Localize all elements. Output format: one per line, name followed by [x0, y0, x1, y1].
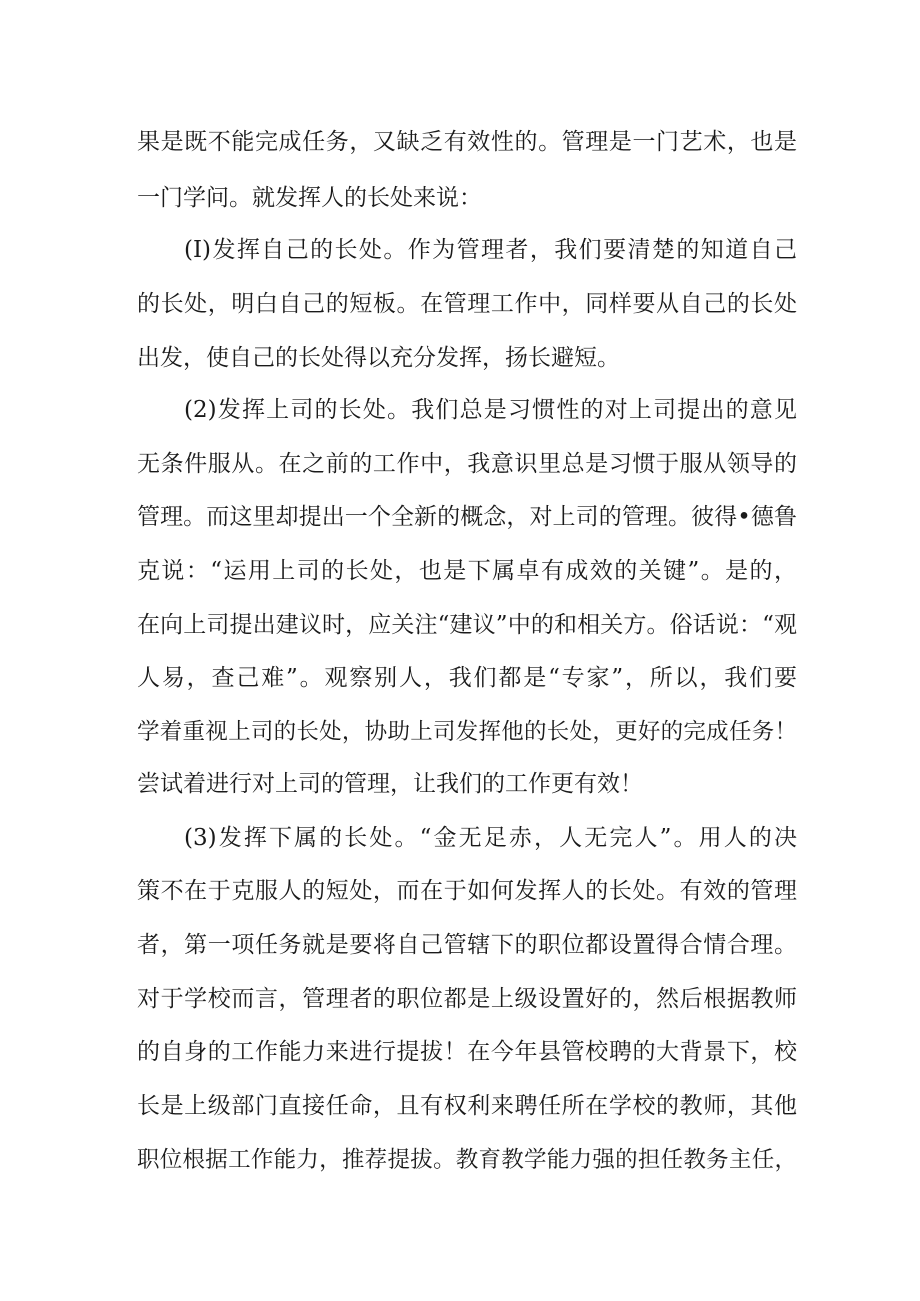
- text-line: 学着重视上司的长处，协助上司发挥他的长处，更好的完成任务！: [137, 719, 797, 745]
- text-line: 长是上级部门直接任命，且有权利来聘任所在学校的教师，其他: [137, 1093, 797, 1119]
- text-line: 在向上司提出建议时，应关注“建议”中的和相关方。俗话说：“观: [137, 612, 797, 638]
- paragraph-3-line: (3)发挥下属的长处。“金无足赤，人无完人”。用人的决: [184, 825, 797, 851]
- text-line: 职位根据工作能力，推荐提拔。教育教学能力强的担任教务主任，: [137, 1147, 797, 1173]
- text-line: 出发，使自己的长处得以充分发挥，扬长避短。: [137, 345, 620, 371]
- text-line: 一门学问。就发挥人的长处来说：: [137, 185, 482, 211]
- text-line: 策不在于克服人的短处，而在于如何发挥人的长处。有效的管理: [137, 878, 797, 904]
- text-line: 者，第一项任务就是要将自己管辖下的职位都设置得合情合理。: [137, 932, 797, 958]
- text-line: 尝试着进行对上司的管理，让我们的工作更有效！: [137, 771, 643, 797]
- paragraph-2-line: (2)发挥上司的长处。我们总是习惯性的对上司提出的意见: [184, 397, 797, 423]
- text-line: 人易，查己难”。观察别人，我们都是“专家”，所以，我们要: [137, 665, 797, 691]
- text-line: 对于学校而言，管理者的职位都是上级设置好的，然后根据教师: [137, 986, 797, 1012]
- text-line: 管理。而这里却提出一个全新的概念，对上司的管理。彼得•德鲁: [137, 504, 797, 530]
- text-line: 的自身的工作能力来进行提拔！在今年县管校聘的大背景下，校: [137, 1039, 797, 1065]
- paragraph-1-line: (I)发挥自己的长处。作为管理者，我们要清楚的知道自己: [184, 237, 797, 263]
- text-line: 克说：“运用上司的长处，也是下属卓有成效的关键”。是的，: [137, 558, 797, 584]
- text-line: 的长处，明白自己的短板。在管理工作中，同样要从自己的长处: [137, 291, 797, 317]
- text-line: 果是既不能完成任务，又缺乏有效性的。管理是一门艺术，也是: [137, 129, 797, 155]
- text-line: 无条件服从。在之前的工作中，我意识里总是习惯于服从领导的: [137, 451, 797, 477]
